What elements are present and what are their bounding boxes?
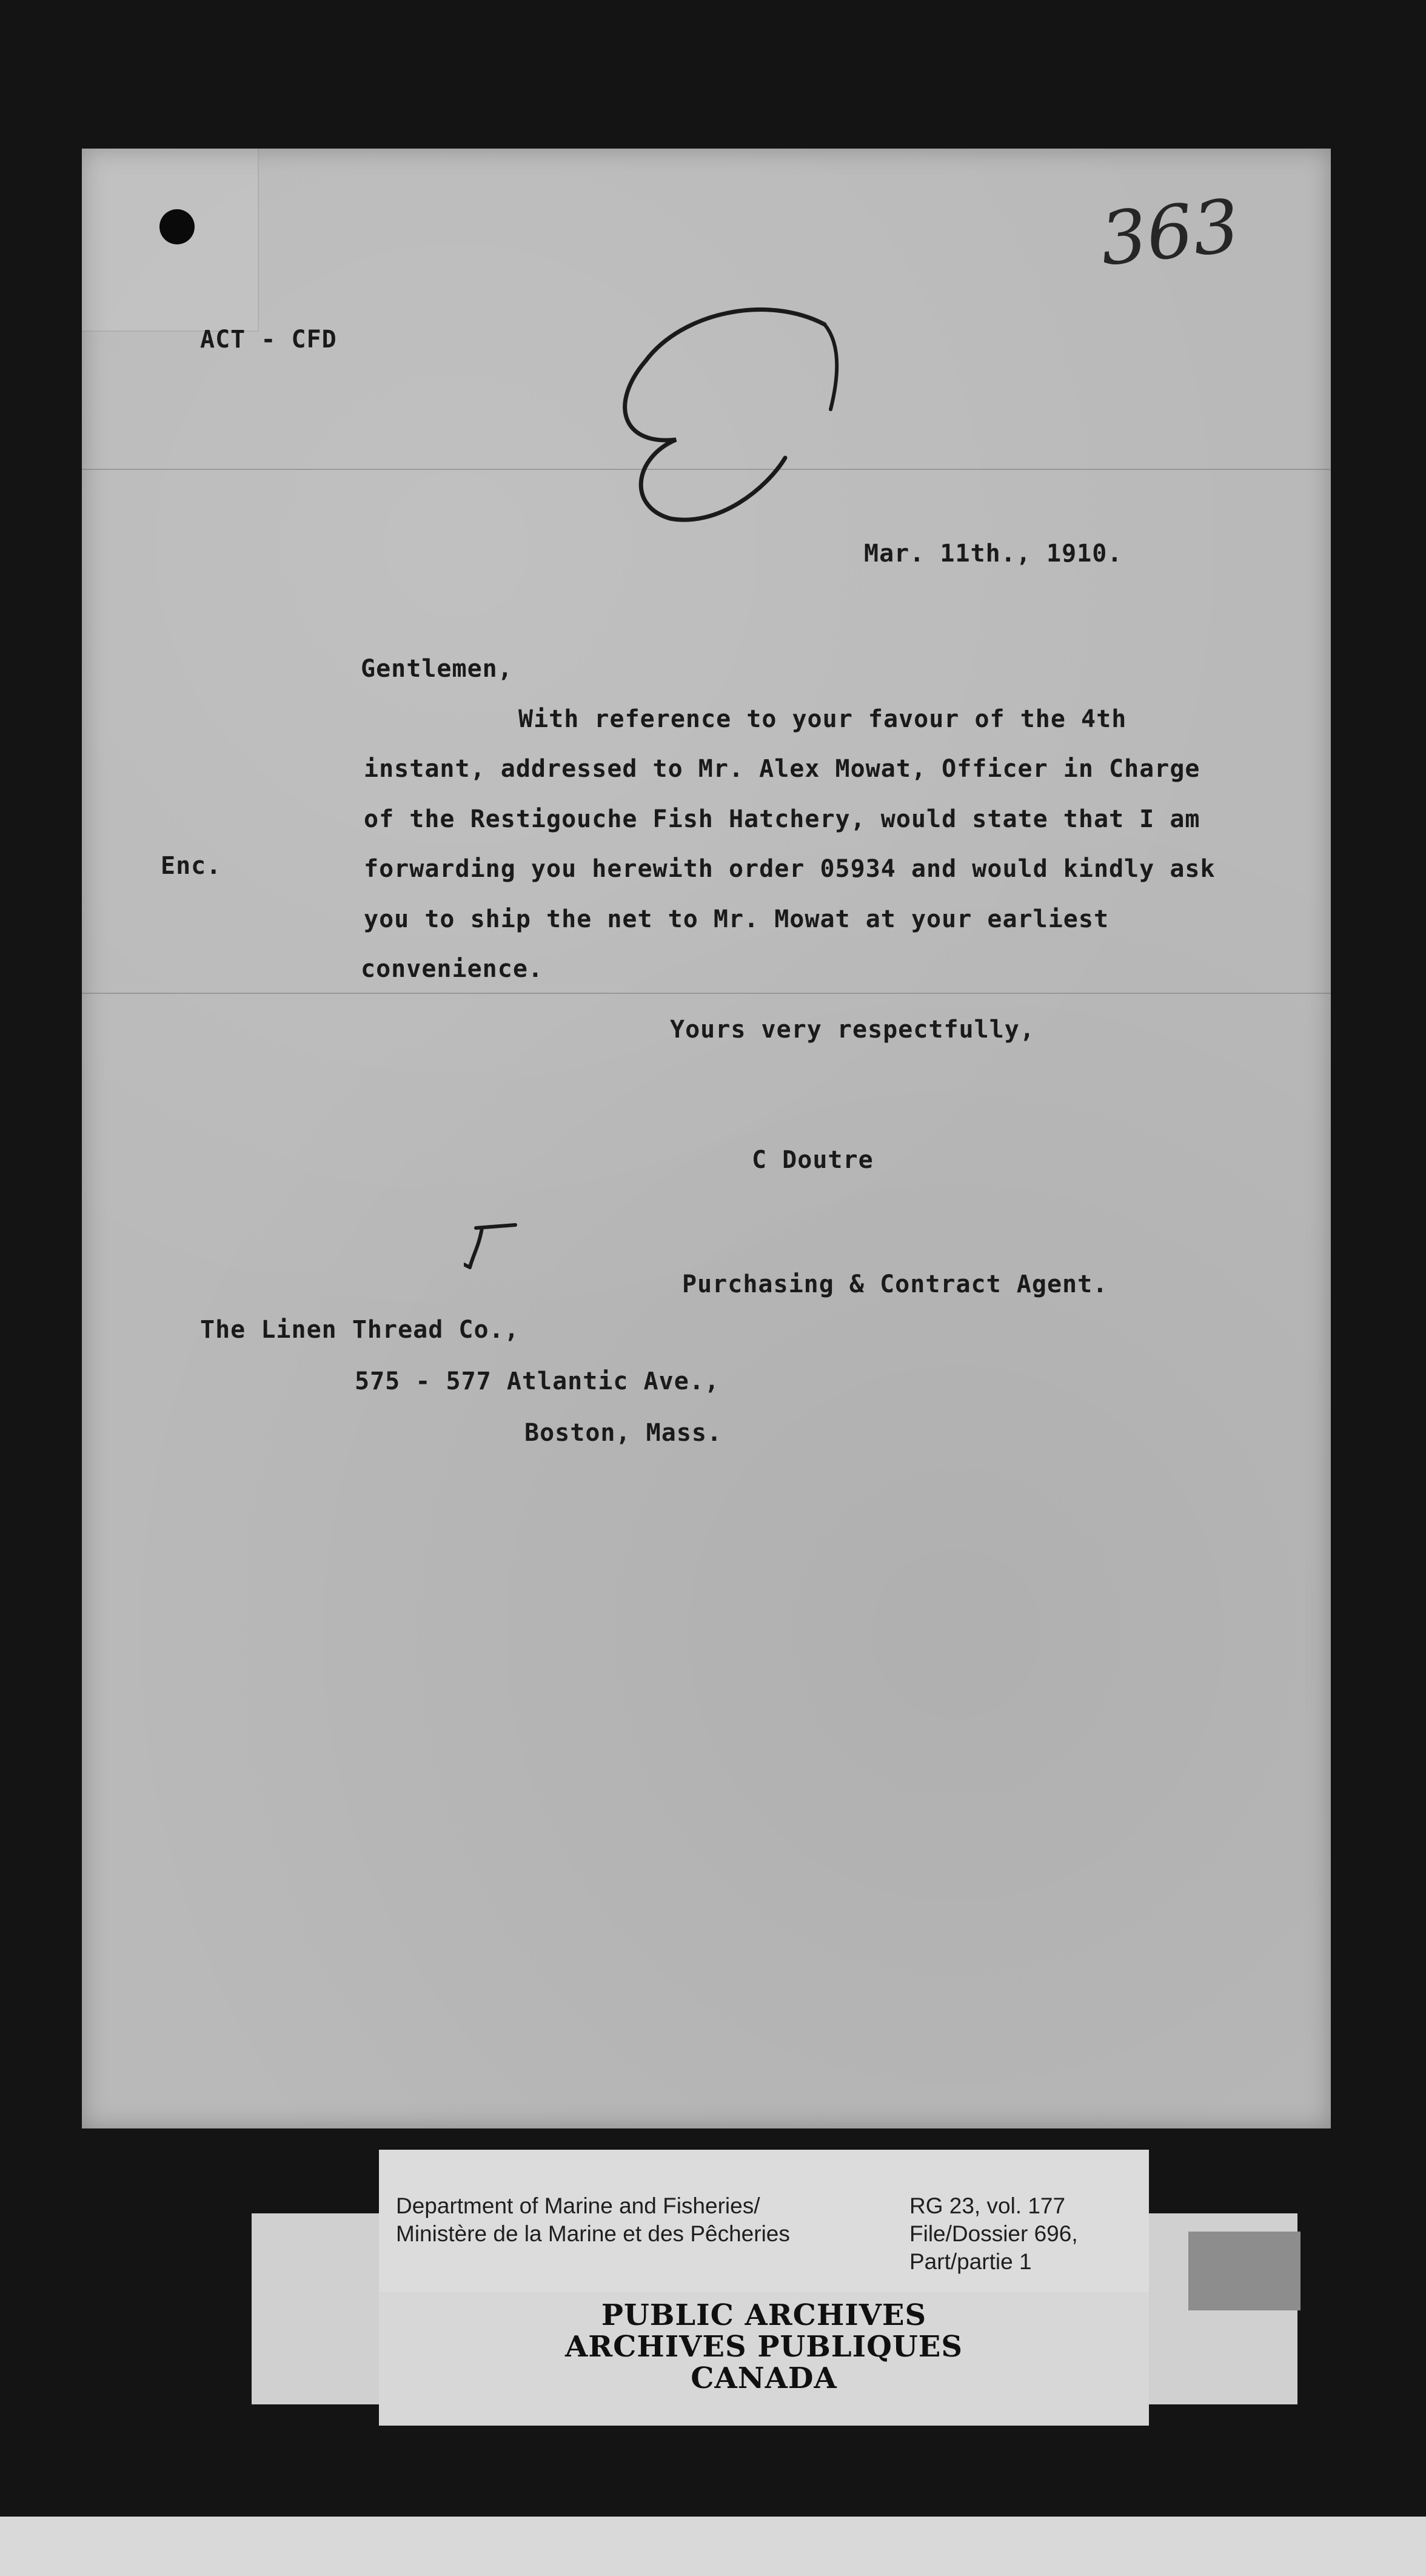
- closing: Yours very respectfully,: [670, 1016, 1035, 1044]
- letter-page: [82, 149, 1331, 2128]
- recipient-name: The Linen Thread Co.,: [200, 1316, 520, 1344]
- fold-line-middle: [82, 993, 1331, 994]
- body-line-1: With reference to your favour of the 4th: [518, 705, 1127, 733]
- signatory-title: Purchasing & Contract Agent.: [682, 1270, 1108, 1298]
- archive-reference-label: [379, 2150, 1149, 2292]
- recipient-street: 575 - 577 Atlantic Ave.,: [355, 1367, 720, 1395]
- salutation: Gentlemen,: [361, 655, 513, 683]
- stamp-line-2: ARCHIVES PUBLIQUES: [565, 2330, 963, 2364]
- folio-number: 363: [1096, 184, 1244, 283]
- signatory-name: C Doutre: [752, 1146, 874, 1174]
- public-archives-stamp: [379, 2292, 1149, 2426]
- ref-line-3: Part/partie 1: [909, 2249, 1032, 2274]
- body-line-6: convenience.: [361, 955, 543, 983]
- body-line-4: forwarding you herewith order 05934 and would kindly ask: [364, 855, 1216, 883]
- stamp-line-3: CANADA: [691, 2361, 837, 2395]
- handwritten-tick-icon: [464, 1222, 524, 1276]
- body-line-5: you to ship the net to Mr. Mowat at your earliest: [364, 905, 1110, 933]
- ref-line-2: File/Dossier 696,: [909, 2221, 1078, 2246]
- enclosure-note: Enc.: [161, 852, 222, 880]
- letter-date: Mar. 11th., 1910.: [864, 540, 1123, 568]
- recipient-city: Boston, Mass.: [524, 1419, 723, 1447]
- ref-line-1: RG 23, vol. 177: [909, 2193, 1066, 2218]
- punch-hole: [159, 209, 195, 244]
- department-line-1: Department of Marine and Fisheries/: [396, 2193, 760, 2218]
- film-edge-strip: [0, 2517, 1426, 2576]
- reference-text: [909, 2192, 1078, 2276]
- body-line-2: instant, addressed to Mr. Alex Mowat, Officer in Charge: [364, 755, 1200, 783]
- paper-scrap: [1188, 2232, 1300, 2310]
- department-line-2: Ministère de la Marine et des Pêcheries: [396, 2221, 790, 2246]
- stamp-line-1: PUBLIC ARCHIVES: [601, 2298, 927, 2332]
- body-line-3: of the Restigouche Fish Hatchery, would state that I am: [364, 805, 1200, 833]
- department-text: [396, 2192, 790, 2248]
- reference-code: ACT - CFD: [200, 326, 337, 354]
- handwritten-e-mark-icon: [585, 288, 925, 543]
